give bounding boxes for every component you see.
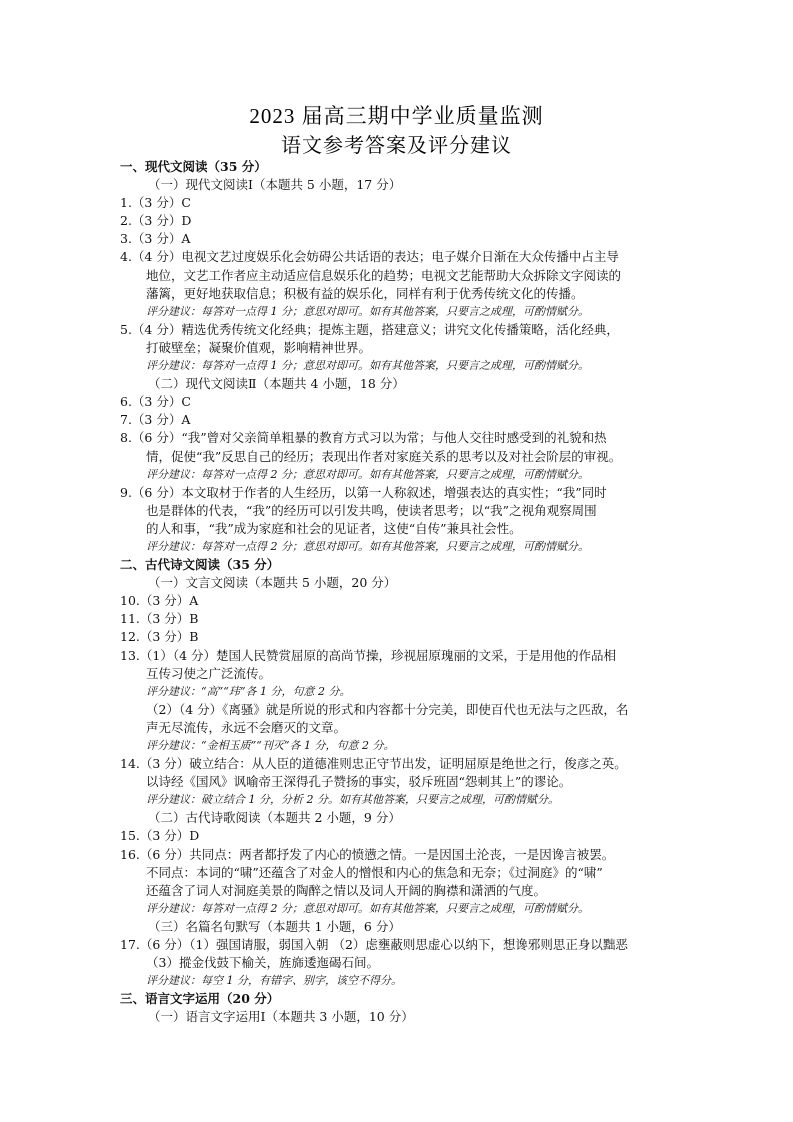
answer-line: 藩篱，更好地获取信息；积极有益的娱乐化，同样有利于优秀传统文化的传播。 — [146, 285, 584, 301]
answer-line: 5.（4 分）精选优秀传统文化经典；提炼主题，搭建意义；讲究文化传播策略，活化经典， — [120, 321, 619, 337]
answer-line: 声无尽流传，永远不会磨灭的文章。 — [146, 719, 347, 735]
answer-line: 互传习使之广泛流传。 — [146, 665, 272, 681]
scoring-note: 评分建议：每答对一点得 1 分；意思对即可。如有其他答案，只要言之成理，可酌情赋分。 — [146, 304, 589, 318]
page-title: 2023 届高三期中学业质量监测 — [249, 104, 544, 128]
answer-body — [120, 158, 680, 1027]
section-heading: 一、现代文阅读（35 分） — [120, 159, 267, 174]
subsection-heading: （一）文言文阅读（本题共 5 小题，20 分） — [148, 575, 397, 591]
subsection-heading: （一）语言文字运用Ⅰ（本题共 3 小题，10 分） — [148, 1009, 414, 1025]
scoring-note: 评分建议：破立结合 1 分，分析 2 分。如有其他答案，只要言之成理，可酌情赋分。 — [146, 793, 559, 807]
answer-line: 也是群体的代表，“我”的经历可以引发共鸣，使读者思考；以“我”之视角观察周围 — [146, 502, 597, 518]
answer-line: 1.（3 分）C — [120, 195, 191, 211]
answer-line: 7.（3 分）A — [120, 412, 191, 428]
answer-line: 2.（3 分）D — [120, 213, 192, 229]
answer-line: 10.（3 分）A — [120, 593, 199, 609]
scoring-note: 评分建议：“高”“玮”各 1 分，句意 2 分。 — [146, 684, 351, 698]
subsection-heading: （二）古代诗歌阅读（本题共 2 小题，9 分） — [148, 810, 401, 826]
answer-line: 17.（6 分）（1）强国请服，弱国入朝 （2）虑壅蔽则思虚心以纳下，想谗邪则思正身以黜恶 — [120, 937, 628, 953]
answer-line: 3.（3 分）A — [120, 231, 191, 247]
subsection-heading: （二）现代文阅读Ⅱ（本题共 4 小题，18 分） — [148, 376, 405, 392]
answer-line: 12.（3 分）B — [120, 629, 199, 645]
answer-line: 还蕴含了词人对洞庭美景的陶醉之情以及词人开阔的胸襟和潇洒的气度。 — [146, 882, 547, 898]
answer-line: 不同点：本词的“啸”还蕴含了对金人的憎恨和内心的焦急和无奈；《过洞庭》的“啸” — [146, 864, 603, 880]
scoring-note: 评分建议：每答对一点得 2 分；意思对即可。如有其他答案，只要言之成理，可酌情赋分。 — [146, 467, 589, 481]
scoring-note: 评分建议：每答对一点得 2 分；意思对即可。如有其他答案，只要言之成理，可酌情赋分。 — [146, 539, 589, 553]
answer-line: 地位，文艺工作者应主动适应信息娱乐化的趋势；电视文艺能帮助大众拆除文字阅读的 — [146, 267, 622, 283]
scoring-note: 评分建议：每空 1 分，有错字、别字，该空不得分。 — [146, 974, 402, 988]
answer-line: 8.（6 分）“我”曾对父亲简单粗暴的教育方式习以为常；与他人交往时感受到的礼貌和热 — [120, 430, 607, 446]
scoring-note: 评分建议：每答对一点得 1 分；意思对即可。如有其他答案，只要言之成理，可酌情赋分。 — [146, 359, 589, 373]
answer-line: 打破壁垒；凝聚价值观，影响精神世界。 — [146, 339, 372, 355]
answer-line: 6.（3 分）C — [120, 394, 191, 410]
answer-line: 的人和事，“我”成为家庭和社会的见证者，这使“自传”兼具社会性。 — [146, 520, 522, 536]
scoring-note: 评分建议：“金相玉质”“刊灭”各 1 分，句意 2 分。 — [146, 739, 395, 752]
answer-line: 以诗经《国风》讽喻帝王深得孔子赞扬的事实，驳斥班固“怨刺其上”的谬论。 — [146, 774, 572, 790]
scoring-note: 评分建议：每答对一点得 2 分；意思对即可。如有其他答案，只要言之成理，可酌情赋分。 — [146, 901, 589, 915]
answer-line: （2）（4 分）《离骚》就是所说的形式和内容都十分完美，即使百代也无法与之匹敌，名 — [146, 701, 629, 717]
section-heading: 三、语言文字运用（20 分） — [120, 991, 280, 1007]
page-subtitle: 语文参考答案及评分建议 — [281, 135, 512, 157]
answer-line: 11.（3 分）B — [120, 611, 199, 627]
answer-line: 9.（6 分）本文取材于作者的人生经历，以第一人称叙述，增强表达的真实性；“我”同时 — [120, 484, 607, 500]
answer-line: 16.（6 分）共同点：两者都抒发了内心的愤懑之情。一是因国土沦丧，一是因谗言被罢。 — [120, 846, 615, 862]
subsection-heading: （三）名篇名句默写（本题共 1 小题，6 分） — [148, 918, 401, 934]
section-heading: 二、古代诗文阅读（35 分） — [120, 557, 280, 573]
answer-line: 14.（3 分）破立结合：从人臣的道德准则忠正守节出发，证明屈原是绝世之行，俊彦之英。 — [120, 756, 627, 772]
answer-line: 情，促使“我”反思自己的经历；表现出作者对家庭关系的思考以及对社会阶层的审视。 — [146, 448, 622, 464]
answer-line: （3）摐金伐鼓下榆关，旌旆逶迤碣石间。 — [146, 955, 379, 971]
answer-line: 4.（4 分）电视文艺过度娱乐化会妨碍公共话语的表达；电子媒介日渐在大众传播中占主导 — [120, 249, 619, 265]
subsection-heading: （一）现代文阅读Ⅰ（本题共 5 小题，17 分） — [148, 177, 402, 193]
answer-line: 13.（1）（4 分）楚国人民赞赏屈原的高尚节操，珍视屈原瑰丽的文采，于是用他的作品相 — [120, 647, 617, 663]
answer-line: 15.（3 分）D — [120, 828, 200, 844]
